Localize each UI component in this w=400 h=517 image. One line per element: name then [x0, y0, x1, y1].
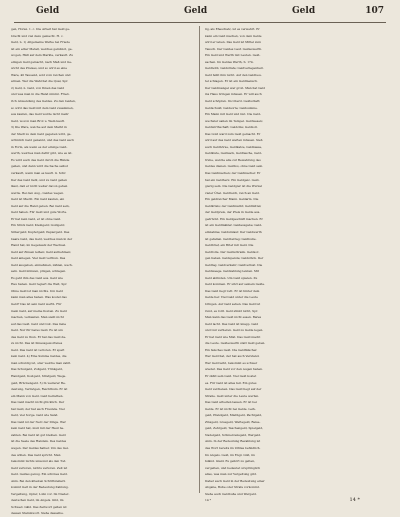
text-line: Geldbrief, ein Brief mit Geld. Die [205, 243, 254, 248]
text-line: Er hat kein Geld, er ist ohne Geld. [11, 216, 62, 221]
text-line: Das Gold ward zum Geld gemacht. Er [205, 131, 261, 136]
text-line: Geld ist Macht. Ein Geld kaufen, ein [11, 197, 65, 202]
text-line: Geld. Nur für bares Geld. Es ist um [11, 328, 63, 333]
text-line: kann man alles haben. Was kostet das [11, 295, 67, 300]
text-line: wegen. Der Geldes halber. Um des Gel- [11, 446, 69, 450]
header-rule [14, 22, 386, 23]
text-line: und was man in die Hand nimmt. Fried- [11, 92, 70, 97]
text-line: Er zählt sein Geld. Viel Geld kostet [205, 373, 257, 378]
text-line: Der Geldmangel war groß. Man hat Geld [205, 85, 266, 90]
text-line: kann ein Geld machen, von dem Gelde [205, 33, 262, 38]
text-line: der Geldpreis, der Preis in Gelde aus- [205, 210, 261, 215]
text-line: Ein Stück Geld; Kleingeld; Goldgeld; [11, 223, 65, 228]
text-line: Geld auf die Hand geben. Bei Geld sein, [11, 203, 70, 208]
text-line: Geld. Das Geld ist verloren. Er spart [11, 347, 65, 352]
text-line: verkauft, wenn man es kauft. G. Schr. [11, 171, 67, 176]
text-line: es. Für Geld ist alles feil. Ein gutes [205, 380, 257, 385]
text-line: Tausch. Der Geldes Lauf. Geldeswerth. [205, 46, 263, 51]
text-line: Ein geldreicher Mann. Geldarm. Die [205, 197, 259, 202]
text-line: Geldwaage. Geldzahlung leisten. Mit [205, 269, 260, 274]
text-line: Gelde. Er ist nicht bei Gelde. Leih- [205, 406, 256, 411]
text-line: Geld auf Zinsen leihen; Geld aufnehmen; [11, 249, 72, 254]
text-line: geld, Zehrgeld, Taschengeld, Spielgeld, [205, 426, 264, 431]
text-line: Geld verloren, nichts verloren. Zeit ist [11, 465, 68, 470]
text-line: Vergeltung, Opfer, Lohn vor. Im Nieder- [11, 491, 70, 496]
text-line: alles, was man zur Vergeltung gibt. [205, 472, 257, 477]
text-line: Das Geldmachen; der Geldmacher. Er [205, 171, 261, 176]
text-line: die Leute. Geldeswerth statt Geld geben. [205, 341, 266, 346]
text-line: seln. Geld münzen, prägen, schlagen. [11, 269, 67, 274]
text-line: wieder. Das Geld vor den Augen haben. [205, 367, 263, 372]
text-line: Geld? Das ist sein Geld werth. Für [11, 301, 62, 306]
text-line: Das Geld arbeiten lassen. Er ist bei [205, 400, 257, 405]
text-line: Geldes dienen. Geldlos, ohne Geld sein. [205, 164, 264, 169]
text-line: rund, es rollt. Geld stinkt nicht, Spr. [205, 308, 258, 313]
text-line: wogen, Hält auf dem Markte, verkauft. Zu [11, 53, 74, 58]
text-line: Man kann das Geld nicht essen. Bares [205, 315, 262, 320]
text-line: Geld verdienen. Das Geld liegt auf der [205, 387, 262, 392]
text-line: Das Schulgeld, Zollgeld, Trinkgeld, [11, 367, 63, 372]
text-line: Silbergeld; Kupfergeld; Papiergeld. Das [11, 229, 70, 234]
text-line: Geld schöpfen. Im Oberd. Geldschaft; [205, 99, 261, 104]
text-line: Geldrolle. Der Geldschrank. Geldsor- [205, 249, 260, 254]
text-line: lig, als Eheschatz, ist es verwehrt. Er [205, 27, 260, 31]
header-left-word: Geld [36, 6, 60, 16]
text-line: Ohne Geld ist man nichts. Um Geld [11, 288, 63, 293]
text-line: Geld. Geldes genug. Ein schönes Geld. [11, 472, 68, 477]
text-line: ist gefallen. Geldbetrag; Geldbuße. [205, 236, 257, 241]
text-line: einigen Geld gemacht, nach Maß und Ge- [11, 59, 72, 64]
text-line: Im Angels. Geld, im Engl. Gild, im [205, 452, 255, 457]
text-line: zu nicht. Das ist hinausgeworfenes [11, 341, 63, 346]
text-line: machen, verkaufen. Man sieht nicht [11, 315, 64, 320]
text-line: Geld, n. 1) Allgemeine Werke bei Friede [11, 40, 70, 45]
text-line: Geld kommen. Er sitzt auf seinem Gelde. [205, 282, 266, 287]
text-line: Schwed. Gäld. Das Zeitwort gelten ist [11, 504, 67, 509]
text-line: wicht des Preises, und so wird es eine [11, 66, 67, 71]
text-line: Abgabe, Buße oder Strafe vorkommt. [205, 485, 260, 490]
text-line: ist ein Geldmäkler. Geldausgabe; Geld- [205, 223, 263, 228]
text-line: Das Geld ist der Nerv der Dinge. Wer [11, 419, 66, 424]
text-line: Er hat Geld wie Mist. Das Geld macht [205, 334, 261, 339]
text-line: sachen. Im Geldes Werth, S. 174. [205, 59, 254, 64]
text-line: Ware, 40 Tausend, sold vom reichen und [11, 72, 71, 77]
text-line: einnahme; Geldumlauf. Der Geldwerth [205, 229, 262, 234]
text-line: geld, Brückengeld. 5) In weiterer Be- [11, 380, 66, 385]
text-line: das Geld zu thun. Er hat das Geld da- [11, 334, 66, 339]
text-line: Geld fehlt ihm nicht. Auf den Geldbeu- [205, 72, 262, 77]
text-line: lässt, daß er nicht weiter davon gehen [11, 184, 68, 189]
text-line: 14 * [205, 498, 212, 503]
text-line: wird er leben. Das Geld ist Mittel zum [205, 40, 261, 45]
text-line: in Form, als wenn es der einzige Geld- [11, 144, 68, 149]
text-line: Siehe auch Geldbuße und Wergeld. [205, 491, 257, 496]
text-line: Ein Mann mit Geld und Gut. Die Geld- [205, 112, 261, 117]
text-line: Geld haben. Für Geld und gute Worte. [11, 210, 68, 215]
text-line: Geld, wovon man Brot u. Wein kauft. [11, 118, 65, 123]
text-line: Geld, viel Sorge. Geld wie Sand. [11, 413, 59, 418]
text-line: wird auf das Geld warten müssen. Sieh [205, 138, 263, 143]
text-line: Der das Geld liebt, und zu Geld gehen [11, 177, 67, 182]
text-line: gen haben. Geldspende; Geldstück. Der [205, 256, 264, 261]
text-line: gen, Horaz. 1. c. Die Arbeit hat Geld ge- [11, 27, 70, 31]
text-line: der Stadt zu dem Geld gegeben wird, ge- [11, 131, 72, 136]
text-line: Geld ausgeben, einnehmen, zählen, wech- [11, 262, 73, 267]
text-line: Wer Geld leiht, bekommt es schwer [205, 360, 258, 365]
text-line: wechsler saßen im Tempel. Geldwesen; [205, 118, 263, 123]
signature-mark: 14 * [349, 497, 360, 503]
text-line: armen. Wer die Wahl hat die Qual, Spr. [11, 79, 69, 84]
text-line: Heu haben. Geld regiert die Welt, Spr. [11, 282, 68, 287]
text-line: vieler Übel. Geldreich, reich an Geld. [205, 190, 260, 195]
text-line: gehen, und dann wird die Sache selbst [11, 164, 68, 169]
text-line: Geld lacht. Das Geld ist knapp. Geld [205, 321, 259, 326]
text-line: Isländ. Giald. Es gehört zu gelten, [205, 459, 255, 464]
text-line: auf das Geld. Geld und Gut. Das liebe [11, 321, 67, 326]
text-line: kommt Gelt in der Bedeutung Zahlung, [11, 485, 69, 490]
text-line: dessen Stammwort. Siehe dasselbe. [11, 511, 64, 516]
text-line: Anm. Bei den ältesten Schriftstellern [11, 478, 66, 483]
text-line: Es geht ihm das Geld aus. Geld wie [11, 275, 63, 280]
text-line: mein Geld, auf meine Kosten. Zu Geld [11, 308, 67, 313]
text-line: Geldkiste, Geldsack, Geldtasche, Geld- [205, 151, 262, 156]
text-line: wöhnlich Geld genannt, und das Geld auch [11, 138, 75, 143]
text-line: Anm. In der Bedeutung Bezahlung ist [205, 439, 261, 444]
text-line: Gelde her. Viel Geld unter die Leute [205, 295, 258, 300]
page-number: 107 [365, 6, 384, 16]
text-line: auch Geldbörse, Geldkatze, Geldkasse, [205, 144, 263, 149]
text-line: Geldschuld; Geldsorte; Geldsumme. [205, 105, 258, 110]
text-line: Straße. Geld unter die Leute werfen. [205, 393, 260, 398]
header-right-word: Geld [292, 6, 316, 16]
text-line: Geldnoth; Geldstrafe; Geldverlegenheit. [205, 66, 264, 71]
text-line: werth, welches man dafür gibt, wie es ist. [11, 151, 73, 156]
text-line: Geldwirthschaft; Geldzins; Geldzoll. [205, 125, 258, 130]
text-line: Wer Geld hat, der hat auch Verstand. [205, 354, 260, 359]
text-line: rich Anwendung des Geldes. Zu den beiden, [11, 99, 76, 104]
text-line: kein Geld. 4) Eine Summe Geldes, die [11, 354, 67, 359]
text-line: baare Geld, das Geld, welches man in der [11, 236, 73, 241]
text-line: Handgeld, Kostgeld, Strafgeld, Wege- [11, 373, 67, 378]
text-line: Hand hat, im Gegensatz der Wechsel. [11, 243, 67, 248]
text-line: 2) Geld, n. Geld, von Ihnen das Geld [11, 85, 65, 90]
text-line: Geldkrisis; der Geldmarkt; Geldmittel; [205, 203, 262, 208]
text-line: Zinsgeld, Lösegeld, Wartegeld, Reise- [205, 419, 261, 424]
text-line: aus kaufen, das Geld wurde nicht mehr [11, 112, 69, 117]
right-column [205, 26, 389, 503]
text-line: Geld abfinden. Um Geld spielen. Zu [205, 275, 258, 280]
text-line: bekommt nichts umsonst als den Tod. [11, 459, 67, 464]
text-line: Daher auch Geld in der Bedeutung einer [205, 478, 265, 483]
text-line: ist ein edler Metall, welches gemünzt, ge- [11, 46, 73, 51]
text-line: ins Haus bringen müssen. Er will auch [205, 92, 262, 97]
running-header [14, 6, 386, 20]
column-divider [199, 26, 200, 493]
text-line: Ein falsches Geld. Die Geldfälscher. [205, 347, 258, 352]
text-line: gedrückt. Ein Geldgeschäft machen. Er [205, 216, 263, 221]
text-line: ist die Seele des Handels. Des Geldes [11, 439, 67, 444]
text-line: hat ein Geldherz. Ein Geldgeiz. Geld- [205, 177, 260, 182]
text-line: gierig sein. Die Geldgier ist die Wurzel [205, 184, 262, 189]
text-line: hat Geld, der hat auch Freunde. Viel [11, 406, 65, 411]
text-line: ein Mann von Geld. Geld heirathen. [11, 393, 64, 398]
text-line: Ein Geld und Werth mit Leuten. Geld- [205, 53, 261, 58]
text-line: geld, Pfandgeld, Miethgeld, Pachtgeld, [205, 413, 263, 418]
text-line: truhe, welche alle zur Bewahrung des [205, 157, 261, 162]
text-line: so wird das Geld mit dem Geld zusammen, [11, 105, 74, 110]
text-line: bracht und viel dazu gemacht. H. c. [11, 33, 64, 38]
text-line: kein Geld hat, muß mit der Haut be- [11, 426, 65, 431]
text-line: Das Geld macht nicht glücklich. Der [11, 400, 65, 405]
text-line: Nadelgeld, Schmerzensgeld, Wergeld. [205, 432, 262, 437]
text-line: des willen. Das Geld spricht. Man [11, 452, 61, 457]
text-line: Das Geld liegt todt. Er ist hinter dem [205, 288, 260, 293]
text-line: Geldtag. Geldverkehr; Geldverlust. Die [205, 262, 263, 267]
text-line: bringen. Auf Geld sehen. Das Geld ist [205, 301, 261, 306]
header-center-word: Geld [184, 6, 208, 16]
text-line: Geld anlegen. Viel Geld verthun. Das [11, 256, 66, 261]
text-line: und Gut verlieren. Geld zu Gelde legen. [205, 328, 264, 333]
text-line: 3) Die Ware, welche auf dem Markt in [11, 125, 67, 130]
text-line: vergelten, und bedeutet ursprünglich [205, 465, 261, 470]
left-column [11, 26, 195, 516]
text-line: man schuldig ist, oder welche man zahlt. [11, 360, 72, 365]
text-line: werde. Bei den Aug., Geldes wegen. [11, 190, 64, 195]
text-line: deutung, Vermögen, Reichthum. Er ist [11, 387, 68, 392]
text-line: zahlen. Bei Geld ist gut bleiben. Geld [11, 432, 66, 437]
text-line: das Wort bereits im Ulfilas befindlich. [205, 446, 261, 450]
text-line: deutschen Geld, im Angels. Gild, im [11, 498, 64, 503]
text-line: Es wird auch das Geld durch die Hände [11, 157, 70, 162]
text-line: tel schlagen. Er ist ein Geldmensch. [205, 79, 258, 84]
